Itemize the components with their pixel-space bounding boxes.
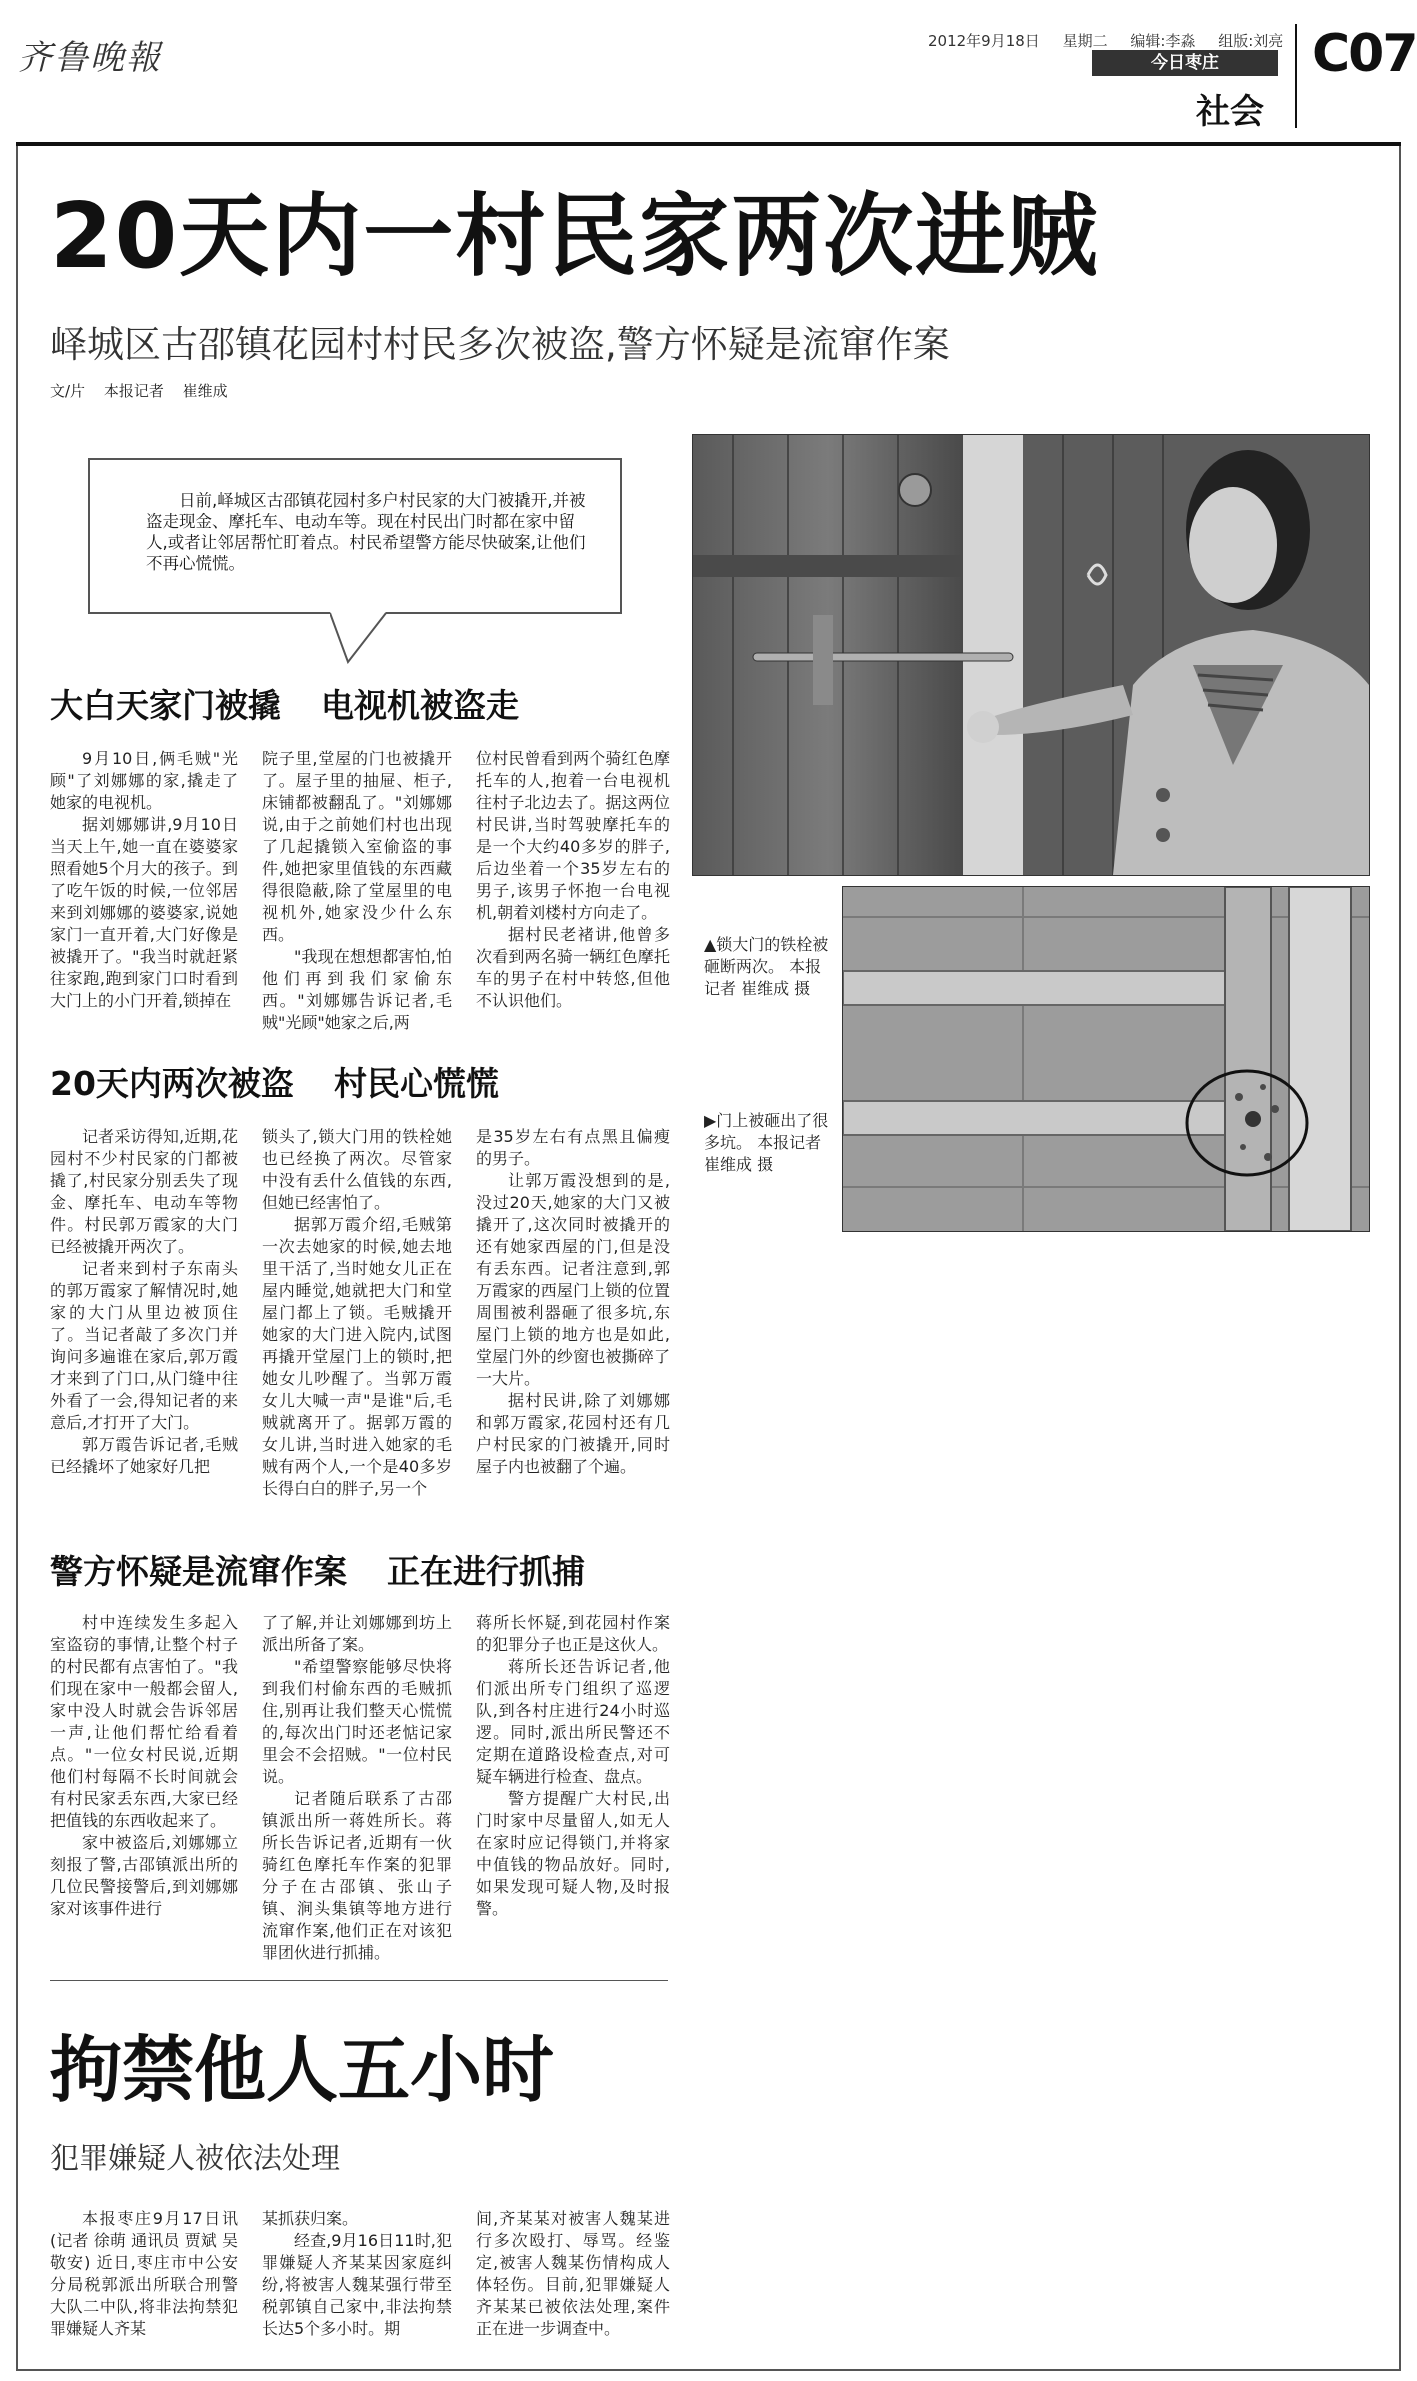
issue-meta bbox=[928, 30, 1301, 51]
paragraph: 9月10日,俩毛贼"光顾"了刘娜娜的家,撬走了她家的电视机。 bbox=[50, 749, 238, 812]
top-rule bbox=[16, 142, 1401, 146]
page-code: C07 bbox=[1312, 24, 1417, 84]
speech-bubble-tail-icon bbox=[330, 612, 400, 664]
photo-door-dents bbox=[842, 886, 1370, 1232]
paragraph: 位村民曾看到两个骑红色摩托车的人,抱着一台电视机往村子北边去了。据这两位村民讲,当时驾驶摩托车的是一个大约40多岁的胖子,后边坐着一个35岁左右的男子,该男子怀抱一台电视机,朝着刘楼村方向走了。 bbox=[476, 749, 670, 922]
photo-door-dents-image bbox=[843, 887, 1369, 1231]
newspaper-logo: 齐鲁晚報 bbox=[18, 38, 162, 78]
paragraph: 让郭万霞没想到的是,没过20天,她家的大门又被撬开了,这次同时被撬开的还有她家西屋的门,但是没有丢东西。记者注意到,郭万霞家的西屋门上锁的位置周围被利器砸了很多坑,东屋门上锁的地方也是如此,堂屋门外的纱窗也被撕碎了一大片。 bbox=[476, 1171, 670, 1388]
paragraph: 家中被盗后,刘娜娜立刻报了警,古邵镇派出所的几位民警接警后,到刘娜娜家对该事件进行 bbox=[50, 1833, 238, 1918]
article2-col1 bbox=[50, 2208, 238, 2340]
issue-date: 2012年9月18日 bbox=[928, 32, 1040, 50]
section1-col1 bbox=[50, 748, 238, 1012]
article1-subhead: 峄城区古邵镇花园村村民多次被盗,警方怀疑是流窜作案 bbox=[50, 323, 950, 366]
article2-subhead: 犯罪嫌疑人被依法处理 bbox=[50, 2141, 341, 2175]
lead-box bbox=[88, 458, 622, 614]
article2-col2 bbox=[262, 2208, 452, 2340]
byline-prefix: 文/片 bbox=[50, 382, 86, 400]
paragraph: 郭万霞告诉记者,毛贼已经撬坏了她家好几把 bbox=[50, 1435, 238, 1476]
section2-col1 bbox=[50, 1126, 238, 1478]
section2-heading bbox=[50, 1058, 539, 1105]
paragraph: 蒋所长还告诉记者,他们派出所专门组织了巡逻队,到各村庄进行24小时巡逻。同时,派出所民警还不定期在道路设检查点,对可疑车辆进行检查、盘点。 bbox=[476, 1657, 670, 1786]
paragraph: 据村民老褚讲,他曾多次看到两名骑一辆红色摩托车的男子在村中转悠,但他不认识他们。 bbox=[476, 925, 670, 1010]
photo1-caption: ▲锁大门的铁栓被砸断两次。 本报记者 崔维成 摄 bbox=[704, 935, 829, 998]
section-bar: 今日枣庄 bbox=[1092, 50, 1278, 76]
paragraph: "我现在想想都害怕,怕他们再到我们家偷东西。"刘娜娜告诉记者,毛贼"光顾"她家之后,两 bbox=[262, 947, 452, 1032]
byline-reporter: 本报记者 bbox=[103, 382, 164, 400]
paragraph: 是35岁左右有点黑且偏瘦的男子。 bbox=[476, 1127, 670, 1168]
section1-heading-b: 电视机被盗走 bbox=[321, 686, 519, 725]
paragraph: 据村民讲,除了刘娜娜和郭万霞家,花园村还有几户村民家的门被撬开,同时屋子内也被翻了个遍。 bbox=[476, 1391, 670, 1476]
article2-col3 bbox=[476, 2208, 670, 2340]
frame-bottom bbox=[16, 2369, 1401, 2371]
section2-col3 bbox=[476, 1126, 670, 1478]
paragraph: 记者来到村子东南头的郭万霞家了解情况时,她家的大门从里边被顶住了。当记者敲了多次门并询问多遍谁在家后,郭万霞才来到了门口,从门缝中往外看了一会,得知记者的来意后,才打开了大门。 bbox=[50, 1259, 238, 1432]
section1-heading bbox=[50, 680, 559, 727]
paragraph: 间,齐某某对被害人魏某进行多次殴打、辱骂。经鉴定,被害人魏某伤情构成人体轻伤。目前,犯罪嫌疑人齐某某已被依法处理,案件正在进一步调查中。 bbox=[476, 2209, 670, 2338]
section3-heading-b: 正在进行抓捕 bbox=[387, 1552, 585, 1591]
paragraph: 据郭万霞介绍,毛贼第一次去她家的时候,她去地里干活了,当时她女儿正在屋内睡觉,她就把大门和堂屋门都上了锁。毛贼撬开她家的大门进入院内,试图再撬开堂屋门上的锁时,把她女儿吵醒了。当郭万霞女儿大喊一声"是谁"后,毛贼就离开了。据郭万霞的女儿讲,当时进入她家的毛贼有两个人,一个是40多岁长得白白的胖子,另一个 bbox=[262, 1215, 452, 1498]
paragraph: "希望警察能够尽快将到我们村偷东西的毛贼抓住,别再让我们整天心慌慌的,每次出门时还老惦记家里会不会招贼。"一位村民说。 bbox=[262, 1657, 452, 1786]
section3-col3 bbox=[476, 1612, 670, 1920]
issue-layout: 组版:刘亮 bbox=[1218, 32, 1284, 50]
paragraph: 据刘娜娜讲,9月10日当天上午,她一直在婆婆家照看她5个月大的孩子。到了吃午饭的时候,一位邻居来到刘娜娜的婆婆家,说她家门一直开着,大门好像是被撬开了。"我当时就赶紧往家跑,跑到家门口时看到大门上的小门开着,锁掉在 bbox=[50, 815, 238, 1010]
byline-name: 崔维成 bbox=[182, 382, 228, 400]
section1-heading-a: 大白天家门被撬 bbox=[50, 686, 281, 725]
photo2-caption: ▶门上被砸出了很多坑。 本报记者 崔维成 摄 bbox=[704, 1111, 829, 1174]
frame-right bbox=[1399, 146, 1401, 2371]
paragraph: 某抓获归案。 bbox=[262, 2209, 359, 2228]
frame-left bbox=[16, 146, 18, 2371]
section3-col1 bbox=[50, 1612, 238, 1920]
article1-headline: 20天内一村民家两次进贼 bbox=[50, 184, 1100, 289]
issue-weekday: 星期二 bbox=[1062, 32, 1108, 50]
section2-col2 bbox=[262, 1126, 452, 1500]
issue-editor: 编辑:李淼 bbox=[1130, 32, 1196, 50]
lead-text: 日前,峄城区古邵镇花园村多户村民家的大门被撬开,并被盗走现金、摩托车、电动车等。现在村民出门时都在家中留人,或者让邻居帮忙盯着点。村民希望警方能尽快破案,让他们不再心慌慌。 bbox=[146, 491, 586, 573]
photo-woman-at-door-image bbox=[693, 435, 1369, 875]
section-name: 社会 bbox=[1196, 92, 1264, 132]
article1-byline bbox=[50, 380, 242, 401]
section3-heading-a: 警方怀疑是流窜作案 bbox=[50, 1552, 347, 1591]
masthead-divider bbox=[1295, 24, 1297, 128]
paragraph: 院子里,堂屋的门也被撬开了。屋子里的抽屉、柜子,床铺都被翻乱了。"刘娜娜说,由于之前她们村也出现了几起撬锁入室偷盗的事件,她把家里值钱的东西藏得很隐蔽,除了堂屋里的电视机外,她家没少什么东西。 bbox=[262, 749, 452, 944]
photo-woman-at-door bbox=[692, 434, 1370, 876]
paragraph: 记者随后联系了古邵镇派出所一蒋姓所长。蒋所长告诉记者,近期有一伙骑红色摩托车作案的犯罪分子在古邵镇、张山子镇、涧头集镇等地方进行流窜作案,他们正在对该犯罪团伙进行抓捕。 bbox=[262, 1789, 452, 1962]
paragraph: 警方提醒广大村民,出门时家中尽量留人,如无人在家时应记得锁门,并将家中值钱的物品放好。同时,如果发现可疑人物,及时报警。 bbox=[476, 1789, 670, 1918]
article2-headline: 拘禁他人五小时 bbox=[50, 2028, 555, 2112]
paragraph: 蒋所长怀疑,到花园村作案的犯罪分子也正是这伙人。 bbox=[476, 1613, 670, 1654]
paragraph: 村中连续发生多起入室盗窃的事情,让整个村子的村民都有点害怕了。"我们现在家中一般都会留人,家中没人时就会告诉邻居一声,让他们帮忙给看着点。"一位女村民说,近期他们村每隔不长时间就会有村民家丢东西,大家已经把值钱的东西收起来了。 bbox=[50, 1613, 238, 1830]
section2-heading-a: 20天内两次被盗 bbox=[50, 1064, 294, 1103]
section3-col2 bbox=[262, 1612, 452, 1964]
section3-heading bbox=[50, 1546, 625, 1593]
section1-col2 bbox=[262, 748, 452, 1034]
paragraph: 了了解,并让刘娜娜到坊上派出所备了案。 bbox=[262, 1613, 452, 1654]
paragraph: 经查,9月16日11时,犯罪嫌疑人齐某某因家庭纠纷,将被害人魏某强行带至税郭镇自己家中,非法拘禁长达5个多小时。期 bbox=[262, 2231, 452, 2338]
section2-heading-b: 村民心慌慌 bbox=[333, 1064, 499, 1103]
section1-col3 bbox=[476, 748, 670, 1012]
paragraph: 记者采访得知,近期,花园村不少村民家的门都被撬了,村民家分别丢失了现金、摩托车、电动车等物件。村民郭万霞家的大门已经被撬开两次了。 bbox=[50, 1127, 238, 1256]
paragraph: 本报枣庄9月17日讯(记者 徐萌 通讯员 贾斌 吴敬安) 近日,枣庄市中公安分局税郭派出所联合刑警大队二中队,将非法拘禁犯罪嫌疑人齐某 bbox=[50, 2209, 238, 2338]
article-divider bbox=[50, 1980, 668, 1981]
paragraph: 锁头了,锁大门用的铁栓她也已经换了两次。尽管家中没有丢什么值钱的东西,但她已经害怕了。 bbox=[262, 1127, 452, 1212]
